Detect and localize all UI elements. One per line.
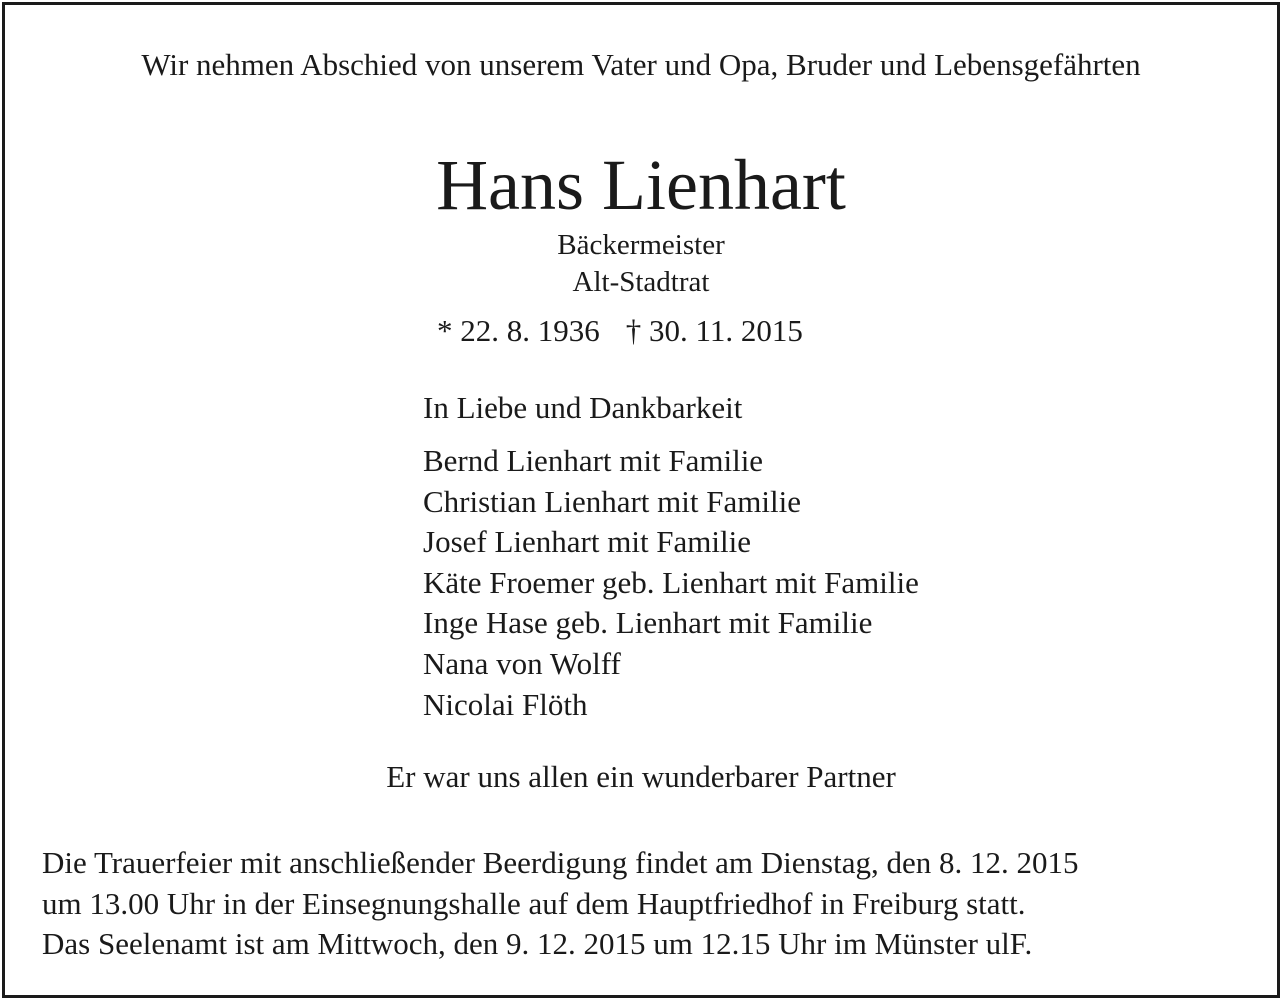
dedication-line: In Liebe und Dankbarkeit: [423, 390, 743, 425]
obituary-notice: [2, 2, 1280, 998]
mourner-item: Inge Hase geb. Lienhart mit Familie: [423, 605, 873, 641]
funeral-line: Die Trauerfeier mit anschließender Beerdigung findet am Dienstag, den 8. 12. 2015: [42, 845, 1079, 880]
intro-line: Wir nehmen Abschied von unserem Vater und Opa, Bruder und Lebensgefährten: [141, 47, 1141, 82]
mourners-list: [423, 441, 919, 725]
mourner-item: Christian Lienhart mit Familie: [423, 483, 801, 519]
mourner-item: Käte Froemer geb. Lienhart mit Familie: [423, 564, 919, 600]
funeral-details: [42, 843, 1079, 965]
death-date: † 30. 11. 2015: [625, 313, 803, 348]
mourner-item: Nicolai Flöth: [423, 686, 588, 722]
profession-title: Bäckermeister: [557, 229, 725, 261]
funeral-line: um 13.00 Uhr in der Einsegnungshalle auf dem Hauptfriedhof in Freiburg statt.: [42, 885, 1026, 921]
deceased-name: Hans Lienhart: [436, 145, 846, 225]
birth-date: * 22. 8. 1936: [437, 313, 600, 348]
honorary-title: Alt-Stadtrat: [572, 266, 710, 298]
mourner-item: Bernd Lienhart mit Familie: [423, 443, 764, 478]
mourner-item: Josef Lienhart mit Familie: [423, 524, 752, 560]
life-dates: [437, 311, 803, 351]
funeral-line: Das Seelenamt ist am Mittwoch, den 9. 12. 2015 um 12.15 Uhr im Münster ulF.: [42, 926, 1033, 961]
tribute-line: Er war uns allen ein wunderbarer Partner: [386, 759, 896, 794]
mourner-item: Nana von Wolff: [423, 645, 621, 681]
